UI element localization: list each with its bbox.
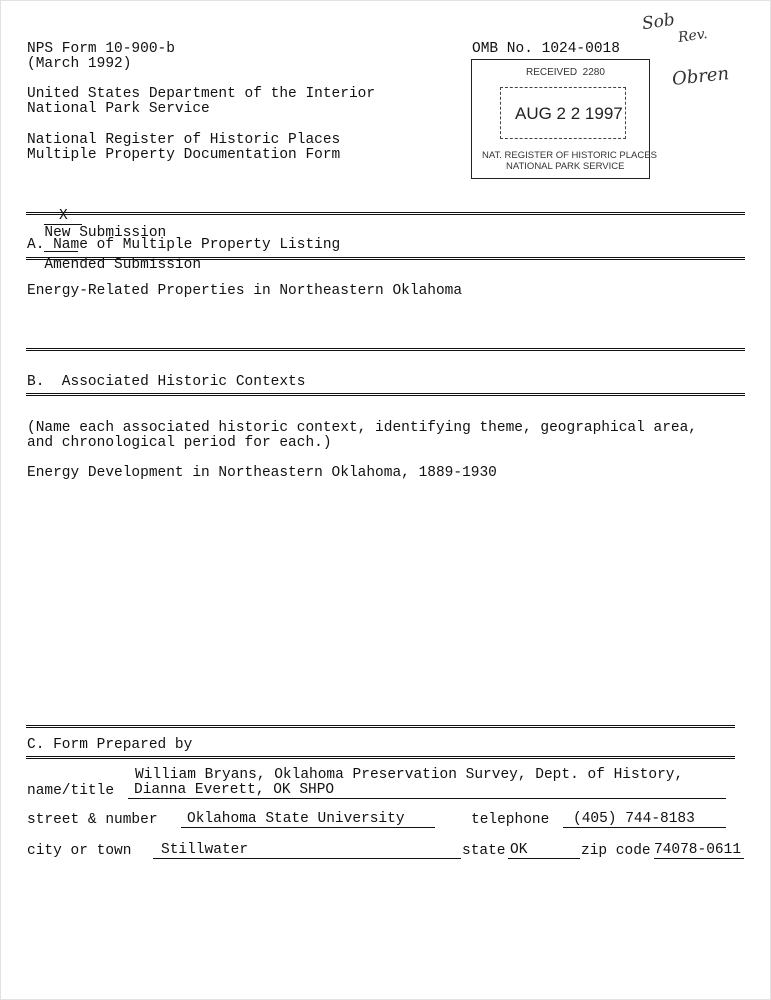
divider xyxy=(26,393,745,396)
divider xyxy=(26,348,745,351)
preparer-line-1: William Bryans, Oklahoma Preservation Survey, Dept. of History, xyxy=(135,767,684,783)
stamp-service-line: NATIONAL PARK SERVICE xyxy=(506,161,625,172)
handwritten-note-obren: Obren xyxy=(671,63,731,90)
historic-context: Energy Development in Northeastern Oklahoma, 1889-1930 xyxy=(27,465,497,481)
amended-submission-label: Amended Submission xyxy=(44,257,202,273)
city-field[interactable]: Stillwater xyxy=(153,843,461,859)
submission-type-row xyxy=(27,192,201,273)
section-c-heading: C. Form Prepared by xyxy=(27,737,193,753)
multiple-property-name: Energy-Related Properties in Northeastern Oklahoma xyxy=(27,283,463,299)
agency-line: National Park Service xyxy=(27,101,210,117)
divider xyxy=(26,257,745,260)
section-b-instructions-cont: and chronological period for each.) xyxy=(27,435,332,451)
street-label: street & number xyxy=(27,812,158,828)
form-date: (March 1992) xyxy=(27,56,132,72)
divider xyxy=(26,725,735,728)
city-label: city or town xyxy=(27,843,132,859)
stamp-received: RECEIVED 2280 xyxy=(526,67,605,78)
register-title: National Register of Historic Places xyxy=(27,132,341,148)
section-b-heading: B. Associated Historic Contexts xyxy=(27,374,306,390)
omb-number: OMB No. 1024-0018 xyxy=(472,41,620,57)
zip-label: zip code xyxy=(581,843,651,859)
telephone-field[interactable]: (405) 744-8183 xyxy=(563,812,726,828)
name-title-label: name/title xyxy=(27,783,115,799)
state-label: state xyxy=(462,843,506,859)
street-field[interactable]: Oklahoma State University xyxy=(181,812,435,828)
handwritten-note-sob: Sob xyxy=(640,9,676,35)
department-line: United States Department of the Interior xyxy=(27,86,376,102)
zip-field[interactable]: 74078-0611 xyxy=(654,843,744,859)
section-b-instructions: (Name each associated historic context, identifying theme, geographical area, xyxy=(27,420,698,436)
divider xyxy=(26,212,745,215)
form-number: NPS Form 10-900-b xyxy=(27,41,175,57)
form-title: Multiple Property Documentation Form xyxy=(27,147,341,163)
divider xyxy=(26,756,735,759)
stamp-date-box xyxy=(500,87,626,139)
telephone-label: telephone xyxy=(471,812,550,828)
handwritten-note-rev: Rev. xyxy=(677,26,709,46)
new-submission-label: New Submission xyxy=(44,225,167,241)
name-title-field[interactable]: Dianna Everett, OK SHPO xyxy=(128,783,726,799)
stamp-date: AUG 2 2 1997 xyxy=(515,104,623,123)
received-stamp xyxy=(471,59,657,179)
section-a-heading: A. Name of Multiple Property Listing xyxy=(27,237,341,253)
stamp-register-line: NAT. REGISTER OF HISTORIC PLACES xyxy=(482,150,657,161)
new-submission-checkbox[interactable]: X xyxy=(44,209,82,225)
state-field[interactable]: OK xyxy=(508,843,580,859)
